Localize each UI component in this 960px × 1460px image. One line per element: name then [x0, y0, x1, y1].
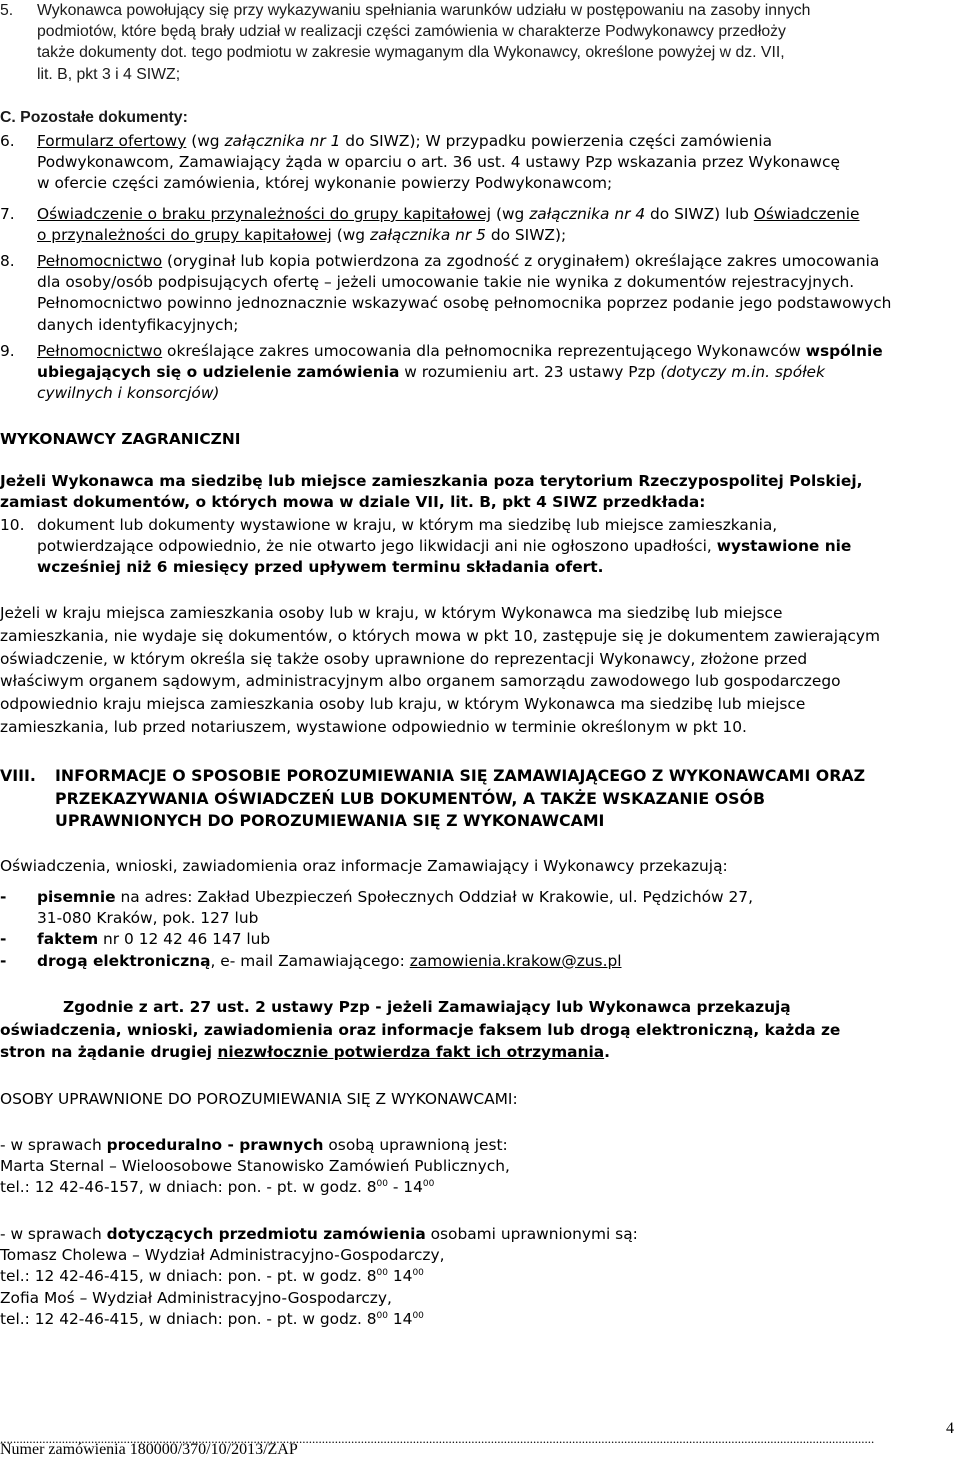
item-text: potwierdzające odpowiednio, że nie otwarto jego likwidacji ani nie ogłoszono upadłości,: [37, 537, 717, 556]
phone-text: tel.: 12 42-46-415, w dniach: pon. - pt. w godz. 8: [0, 1267, 377, 1286]
section-viii-heading: [0, 765, 957, 833]
paragraph-substitute-document: [0, 602, 957, 739]
paragraph-text: stron na żądanie drugiej: [0, 1043, 218, 1061]
contact-scope: proceduralno - prawnych: [106, 1136, 324, 1154]
contact-text: - w sprawach: [0, 1136, 107, 1154]
email-link[interactable]: zamowienia.krakow@zus.pl: [409, 951, 622, 970]
list-item-7: [0, 204, 957, 246]
section-number: VIII.: [0, 766, 36, 785]
document-link[interactable]: Formularz ofertowy: [37, 132, 187, 150]
item-text-line: podmiotów, które będą brały udział w realizacji części zamówienia w charakterze Podwykonawcy przedłoży: [37, 23, 786, 41]
item-text: (wg: [491, 205, 530, 223]
bullet-dash: -: [0, 951, 7, 970]
hour-minutes: 00: [376, 1310, 388, 1321]
item-number: 8.: [0, 252, 15, 270]
channel-item-fax: [0, 929, 957, 950]
communication-channel-list: [0, 887, 957, 972]
item-text-line: lit. B, pkt 3 i 4 SIWZ;: [37, 65, 181, 83]
emphasis-underlined: niezwłocznie potwierdza fakt ich otrzymania: [217, 1043, 605, 1061]
paragraph-line: zamieszkania, lub przed notariuszem, wystawione odpowiednio w terminie określonym w pkt 10.: [0, 717, 747, 736]
item-number: 6.: [0, 132, 15, 150]
item-text-line: Pełnomocnictwo powinno jednoznacznie wskazywać osobę pełnomocnika poprzez podanie jego podstawowych: [37, 294, 892, 313]
intro-line: zamiast dokumentów, o których mowa w dziale VII, lit. B, pkt 4 SIWZ przedkłada:: [0, 493, 706, 512]
paragraph-line: zamieszkania, nie wydaje się dokumentów, o których mowa w pkt 10, zastępuje się je dokumentem zawierającym: [0, 626, 880, 645]
list-item-6: [0, 131, 957, 195]
annex-reference: załącznika nr 4: [529, 205, 646, 223]
channel-text: 31-080 Kraków, pok. 127 lub: [37, 909, 259, 928]
paragraph-line: Jeżeli w kraju miejsca zamieszkania osoby lub w kraju, w którym Wykonawca ma siedzibę lub miejsce: [0, 604, 783, 622]
item-number: 7.: [0, 205, 15, 223]
item-text-line: Wykonawca powołujący się przy wykazywaniu spełniania warunków udziału w postępowaniu na zasoby innych: [37, 2, 811, 19]
channel-text: nr 0 12 42 46 147 lub: [98, 930, 271, 949]
phone-text: tel.: 12 42-46-157, w dniach: pon. - pt. w godz. 8: [0, 1178, 377, 1197]
phone-text: 14: [387, 1309, 413, 1328]
paragraph-confirmation: [0, 996, 957, 1064]
item-number: 9.: [0, 342, 15, 360]
foreign-contractors-heading: WYKONAWCY ZAGRANICZNI: [0, 430, 241, 448]
contact-name: Marta Sternal – Wieloosobowe Stanowisko Zamówień Publicznych,: [0, 1157, 510, 1176]
contact-phone: [0, 1266, 957, 1287]
list-item-9: [0, 341, 957, 405]
item-text: w rozumieniu art. 23 ustawy Pzp: [399, 363, 661, 382]
document-link[interactable]: o przynależności do grupy kapitałowej: [37, 226, 332, 245]
phone-text: tel.: 12 42-46-415, w dniach: pon. - pt. w godz. 8: [0, 1309, 377, 1328]
paragraph-line: Zgodnie z art. 27 ust. 2 ustawy Pzp - jeżeli Zamawiający lub Wykonawca przekazują: [63, 998, 791, 1016]
emphasis-text: wspólnie: [805, 342, 883, 360]
phone-text: 14: [387, 1267, 413, 1286]
channel-label: faktem: [37, 930, 99, 949]
item-number: 5.: [0, 2, 14, 19]
item-text-line: także dokumenty dot. tego podmiotu w zakresie wymaganym dla Wykonawcy, określone powyżej w dz. VII,: [37, 44, 785, 62]
footer-rule: .............................................................................................................................................................................................................................................................................: [0, 1431, 875, 1446]
hour-minutes: 00: [412, 1310, 424, 1321]
channel-text: na adres: Zakład Ubezpieczeń Społecznych Oddział w Krakowie, ul. Pędzichów 27,: [115, 888, 753, 906]
document-link[interactable]: Oświadczenie o braku przynależności do grupy kapitałowej: [37, 205, 492, 223]
paragraph-line: właściwym organem sądowym, administracyjnym albo organem samorządu zawodowego lub gospodarczego: [0, 672, 841, 691]
hour-minutes: 00: [422, 1179, 435, 1190]
contact-name: Zofia Moś – Wydział Administracyjno-Gospodarczy,: [0, 1288, 392, 1307]
channel-item-email: [0, 951, 957, 972]
hour-minutes: 00: [376, 1268, 388, 1279]
item-text: do SIWZ);: [485, 226, 567, 245]
paragraph-line: oświadczenie, w którym określa się także osoby uprawnione do reprezentacji Wykonawcy, złożone przed: [0, 649, 808, 668]
channel-item-mail: [0, 887, 957, 929]
document-link[interactable]: Pełnomocnictwo: [37, 342, 163, 360]
hour-minutes: 00: [412, 1268, 424, 1279]
item-text-line: danych identyfikacyjnych;: [37, 315, 239, 334]
authorized-persons-heading: OSOBY UPRAWNIONE DO POROZUMIEWANIA SIĘ Z WYKONAWCAMI:: [0, 1090, 518, 1108]
item-text: do SIWZ) lub: [645, 205, 754, 223]
item-text: do SIWZ); W przypadku powierzenia części zamówienia: [340, 132, 773, 150]
procedural-contact-block: [0, 1135, 957, 1199]
item-text: (oryginał lub kopia potwierdzona za zgodność z oryginałem) określające zakres umocowania: [162, 252, 880, 270]
item-text: (wg: [331, 226, 370, 245]
emphasis-text: ubiegających się o udzielenie zamówienia: [37, 363, 400, 382]
subject-contact-block: [0, 1224, 957, 1330]
item-text: określające zakres umocowania dla pełnomocnika reprezentującego Wykonawców: [162, 342, 806, 360]
section-title-line: UPRAWNIONYCH DO POROZUMIEWANIA SIĘ Z WYKONAWCAMI: [55, 811, 605, 830]
list-item-10: [0, 515, 957, 579]
item-text-line: Podwykonawcom, Zamawiający żąda w oparciu o art. 36 ust. 4 ustawy Pzp wskazania przez Wykonawcę: [37, 153, 840, 172]
bullet-dash: -: [0, 930, 7, 949]
emphasis-text: wystawione nie: [716, 537, 852, 556]
contact-text: osobami uprawnionymi są:: [425, 1225, 638, 1243]
annex-reference: załącznika nr 5: [369, 226, 486, 245]
item-number: 10.: [0, 516, 25, 534]
note-text: (dotyczy m.in. spółek: [660, 363, 825, 382]
phone-text: - 14: [387, 1178, 423, 1197]
section-title-line: PRZEKAZYWANIA OŚWIADCZEŃ LUB DOKUMENTÓW, A TAKŻE WSKAZANIE OSÓB: [55, 788, 765, 808]
paragraph-line: oświadczenia, wnioski, zawiadomienia oraz informacje faksem lub drogą elektroniczną, każda ze: [0, 1020, 841, 1039]
contact-text: osobą uprawnioną jest:: [323, 1136, 508, 1154]
document-link[interactable]: Oświadczenie: [753, 205, 860, 223]
paragraph-line: odpowiednio kraju miejsca zamieszkania osoby lub kraju, w którym Wykonawca ma siedzibę lub miejsce: [0, 695, 806, 714]
paragraph-text: .: [604, 1043, 610, 1061]
list-item-8: [0, 251, 957, 336]
section-title-line: INFORMACJE O SPOSOBIE POROZUMIEWANIA SIĘ ZAMAWIAJĄCEGO Z WYKONAWCAMI ORAZ: [55, 766, 866, 785]
contact-text: - w sprawach: [0, 1225, 107, 1243]
page-number: 4: [946, 1420, 954, 1437]
item-text-line: dokument lub dokumenty wystawione w kraju, w którym ma siedzibę lub miejsce zamieszkania,: [37, 516, 778, 534]
hour-minutes: 00: [376, 1179, 388, 1190]
list-item-5: [0, 0, 957, 85]
annex-reference: załącznika nr 1: [224, 132, 341, 150]
contact-phone: [0, 1177, 957, 1198]
foreign-contractors-intro: [0, 471, 957, 513]
emphasis-text: wcześniej niż 6 miesięcy przed upływem terminu składania ofert.: [37, 558, 604, 577]
note-text: cywilnych i konsorcjów): [37, 384, 220, 403]
item-text: (wg: [186, 132, 225, 150]
contact-phone: [0, 1309, 957, 1330]
channel-text: , e- mail Zamawiającego:: [210, 951, 410, 970]
communication-intro: Oświadczenia, wnioski, zawiadomienia oraz informacje Zamawiający i Wykonawcy przekazują:: [0, 857, 728, 875]
item-text-line: dla osoby/osób podpisujących ofertę – jeżeli umocowanie takie nie wynika z dokumentów rejestracyjnych.: [37, 273, 855, 292]
contact-scope: dotyczących przedmiotu zamówienia: [106, 1225, 426, 1243]
item-text-line: w ofercie części zamówienia, której wykonanie powierzy Podwykonawcom;: [37, 174, 613, 193]
channel-label: drogą elektroniczną: [37, 951, 211, 970]
contact-name: Tomasz Cholewa – Wydział Administracyjno-Gospodarczy,: [0, 1246, 445, 1265]
intro-line: Jeżeli Wykonawca ma siedzibę lub miejsce zamieszkania poza terytorium Rzeczypospolitej Polskiej,: [0, 472, 863, 490]
footer-order-number: Numer zamówienia 180000/370/10/2013/ZAP: [0, 1441, 298, 1458]
section-c-heading: C. Pozostałe dokumenty:: [0, 109, 188, 126]
bullet-dash: -: [0, 888, 7, 906]
channel-label: pisemnie: [37, 888, 116, 906]
document-link[interactable]: Pełnomocnictwo: [37, 252, 163, 270]
